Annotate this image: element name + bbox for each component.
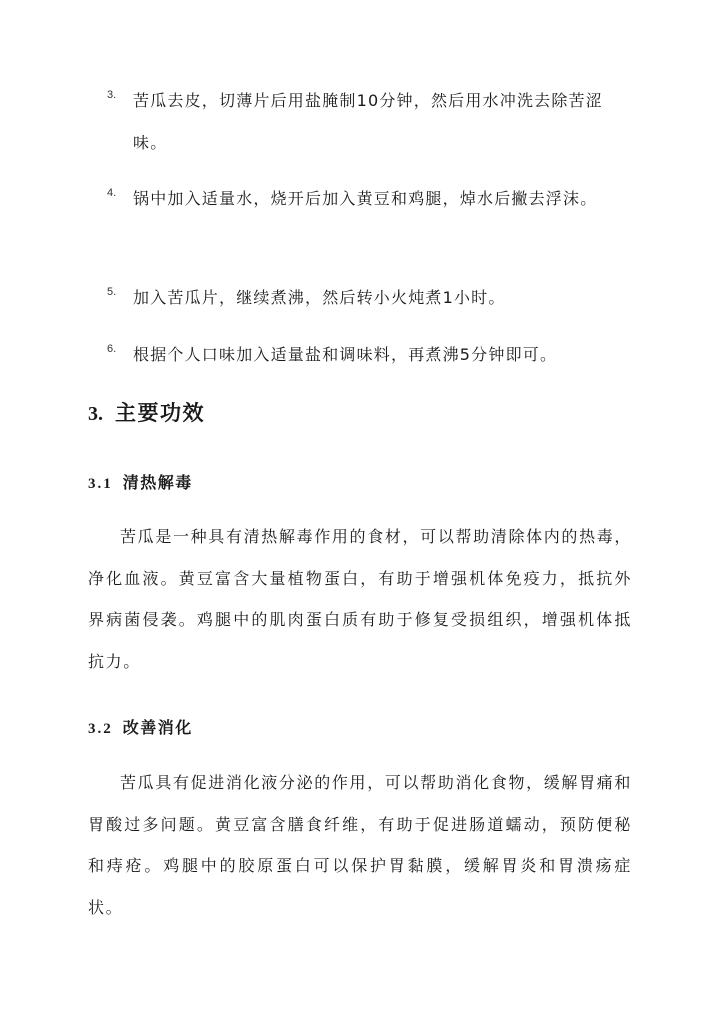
step-text: 苦瓜去皮，切薄片后用盐腌制10分钟，然后用水冲洗去除苦涩味。 bbox=[133, 91, 603, 152]
section-number: 3. bbox=[88, 403, 103, 425]
step-number: 3. bbox=[107, 89, 117, 101]
subsection-heading bbox=[88, 470, 193, 493]
step-number: 4. bbox=[107, 187, 117, 199]
step-text: 锅中加入适量水，烧开后加入黄豆和鸡腿，焯水后撇去浮沫。 bbox=[133, 189, 598, 208]
section-title: 主要功效 bbox=[115, 401, 205, 425]
step-text: 加入苦瓜片，继续煮沸，然后转小火炖煮1小时。 bbox=[133, 288, 506, 307]
body-paragraph: 苦瓜是一种具有清热解毒作用的食材，可以帮助清除体内的热毒，净化血液。黄豆富含大量植物蛋白，有助于增强机体免疫力，抵抗外界病菌侵袭。鸡腿中的肌肉蛋白质有助于修复受损组织，增强机体抵抗力。 bbox=[88, 527, 632, 671]
section-heading bbox=[88, 397, 205, 427]
subsection-title: 改善消化 bbox=[122, 718, 193, 737]
subsection-number: 3.1 bbox=[88, 476, 113, 492]
subsection-number: 3.2 bbox=[88, 721, 113, 737]
step-number: 5. bbox=[107, 286, 117, 298]
subsection-title: 清热解毒 bbox=[122, 473, 193, 492]
step-text: 根据个人口味加入适量盐和调味料，再煮沸5分钟即可。 bbox=[133, 345, 558, 364]
step-number: 6. bbox=[107, 343, 117, 355]
subsection-heading bbox=[88, 715, 193, 738]
body-paragraph: 苦瓜具有促进消化液分泌的作用，可以帮助消化食物，缓解胃痛和胃酸过多问题。黄豆富含膳食纤维，有助于促进肠道蠕动，预防便秘和痔疮。鸡腿中的胶原蛋白可以保护胃黏膜，缓解胃炎和胃溃疡症状。 bbox=[88, 773, 632, 917]
